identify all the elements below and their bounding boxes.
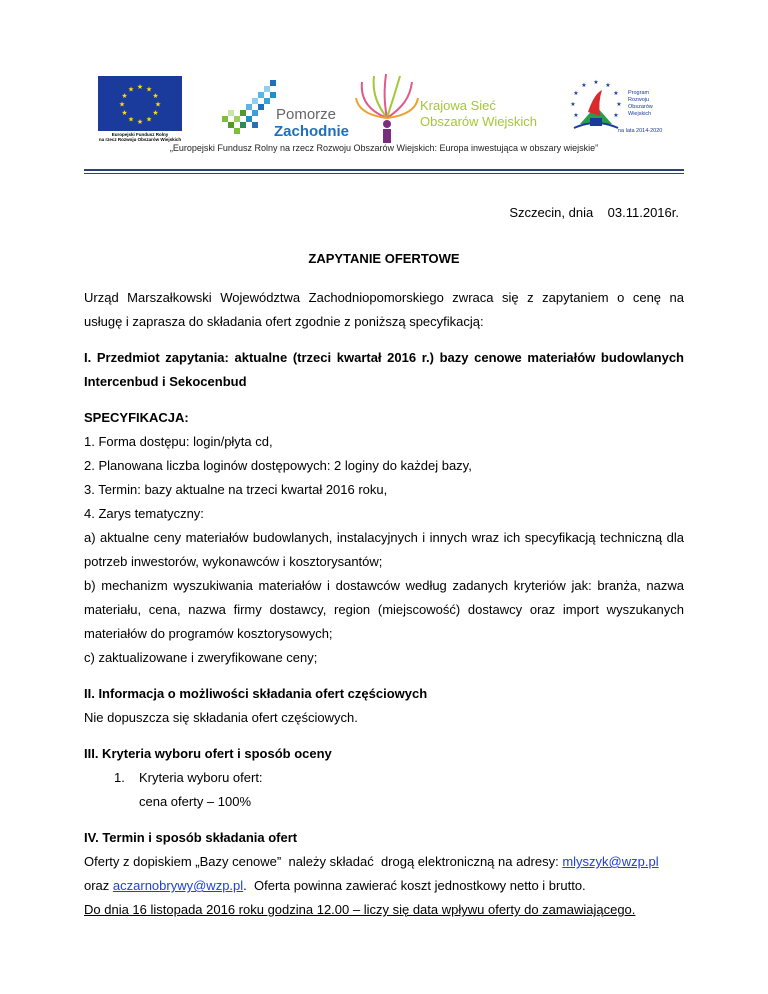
prow-emblem-icon — [568, 76, 624, 136]
intro-line2: usługę i zaprasza do składania ofert zgodnie z poniższą specyfikacją: — [84, 314, 484, 329]
spec-item-2: 2. Planowana liczba loginów dostępowych: 2 loginy do każdej bazy, — [84, 458, 472, 473]
section4-line2-prefix: oraz — [84, 878, 113, 893]
section1-heading-line2: Intercenbud i Sekocenbud — [84, 374, 247, 389]
svg-text:★: ★ — [605, 82, 611, 89]
eu-logo — [98, 76, 182, 141]
prow-line1: Program — [628, 90, 650, 96]
spec-b-line3: materiałów do programów kosztorysowych; — [84, 626, 333, 641]
ksow-text-line1: Krajowa Sieć — [420, 98, 496, 113]
date-place: Szczecin, dnia — [509, 205, 594, 220]
svg-text:★: ★ — [121, 92, 128, 100]
header-divider-thin — [84, 173, 684, 174]
eu-caption-line2: na rzecz Rozwoju Obszarów Wiejskich — [98, 137, 182, 142]
prow-logo — [568, 76, 708, 142]
prow-line4: Wiejskich — [628, 111, 652, 117]
section4-line2 — [84, 878, 684, 893]
spec-heading: SPECYFIKACJA: — [84, 410, 189, 425]
svg-text:★: ★ — [573, 112, 579, 119]
svg-text:★: ★ — [593, 79, 599, 86]
date-line — [84, 205, 679, 220]
svg-text:★: ★ — [152, 92, 159, 100]
spec-item-4: 4. Zarys tematyczny: — [84, 506, 204, 521]
spec-a-line1: a) aktualne ceny materiałów budowlanych, instalacyjnych i innych wraz ich specyfikacją techniczną dla — [84, 530, 684, 545]
svg-text:★: ★ — [613, 112, 619, 119]
svg-text:★: ★ — [121, 109, 128, 117]
section4-line1 — [84, 854, 684, 869]
svg-text:★: ★ — [145, 85, 153, 94]
section4-line1-text: Oferty z dopiskiem „Bazy cenowe” należy składać drogą elektroniczną na adresy: — [84, 854, 563, 869]
eu-flag-icon — [98, 76, 182, 131]
svg-text:★: ★ — [581, 82, 587, 89]
section2-heading: II. Informacja o możliwości składania ofert częściowych — [84, 686, 428, 701]
pomorze-zachodnie-logo — [218, 72, 350, 142]
spec-b-line1: b) mechanizm wyszukiwania materiałów i dostawców według zadanych kryteriów jak: branża, nazwa — [84, 578, 684, 593]
pomorze-text: Pomorze — [276, 106, 337, 123]
logo-header — [0, 72, 768, 144]
svg-text:★: ★ — [573, 90, 579, 97]
section4-deadline: Do dnia 16 listopada 2016 roku godzina 12.00 – liczy się data wpływu oferty do zamawiającego. — [84, 902, 636, 917]
header-divider — [84, 169, 684, 171]
section1-heading-line1: I. Przedmiot zapytania: aktualne (trzeci kwartał 2016 r.) bazy cenowe materiałów budowlanych — [84, 350, 684, 365]
svg-text:★: ★ — [616, 101, 622, 108]
svg-text:★: ★ — [136, 83, 144, 91]
prow-line2: Rozwoju — [628, 97, 650, 103]
section4-heading: IV. Termin i sposób składania ofert — [84, 830, 298, 845]
email-link-aczarnobrywy[interactable]: aczarnobrywy@wzp.pl — [112, 878, 244, 893]
svg-text:★: ★ — [136, 118, 144, 126]
spec-a-line2: potrzeb inwestorów, wykonawców i kosztorysantów; — [84, 554, 383, 569]
ksow-logo — [352, 72, 552, 144]
prow-line3: Obszarów — [628, 104, 653, 110]
section3-heading: III. Kryteria wyboru ofert i sposób oceny — [84, 746, 332, 761]
eu-stars-icon — [98, 76, 182, 131]
svg-text:★: ★ — [613, 90, 619, 97]
spec-item-1: 1. Forma dostępu: login/płyta cd, — [84, 434, 273, 449]
svg-text:★: ★ — [127, 85, 135, 94]
document-title: ZAPYTANIE OFERTOWE — [308, 251, 460, 266]
svg-text:★: ★ — [570, 101, 576, 108]
spec-c-line: c) zaktualizowane i zweryfikowane ceny; — [84, 650, 318, 665]
section3-item-number: 1. — [114, 770, 125, 785]
spec-item-3: 3. Termin: bazy aktualne na trzeci kwartał 2016 roku, — [84, 482, 388, 497]
spec-b-line2: materiału, cena, nazwa firmy dostawcy, region (miejscowość) dostawcy oraz import wyszukanych — [84, 602, 684, 617]
ksow-text-line2: Obszarów Wiejskich — [420, 114, 538, 129]
section2-text: Nie dopuszcza się składania ofert częściowych. — [84, 710, 358, 725]
intro-line1: Urząd Marszałkowski Województwa Zachodniopomorskiego zwraca się z zapytaniem o cenę na — [84, 290, 684, 305]
ksow-tree-icon — [352, 72, 422, 144]
svg-text:★: ★ — [118, 100, 126, 109]
email-link-mlyszyk[interactable]: mlyszyk@wzp.pl — [562, 854, 659, 869]
svg-text:★: ★ — [152, 109, 159, 117]
section3-item-text: Kryteria wyboru ofert: — [139, 770, 263, 785]
section4-line2-suffix: . Oferta powinna zawierać koszt jednostkowy netto i brutto. — [243, 878, 586, 893]
section3-item-sub: cena oferty – 100% — [139, 794, 252, 809]
zachodnie-text: Zachodnie — [274, 123, 350, 140]
svg-text:★: ★ — [154, 100, 162, 109]
prow-years: na lata 2014-2020 — [618, 128, 663, 134]
svg-text:★: ★ — [127, 115, 135, 124]
header-motto: „Europejski Fundusz Rolny na rzecz Rozwoju Obszarów Wiejskich: Europa inwestująca w obszary wiejskie” — [169, 143, 599, 153]
eu-caption-line1: Europejski Fundusz Rolny — [111, 132, 169, 137]
date-value: 03.11.2016r. — [607, 205, 679, 220]
svg-text:★: ★ — [145, 115, 153, 124]
